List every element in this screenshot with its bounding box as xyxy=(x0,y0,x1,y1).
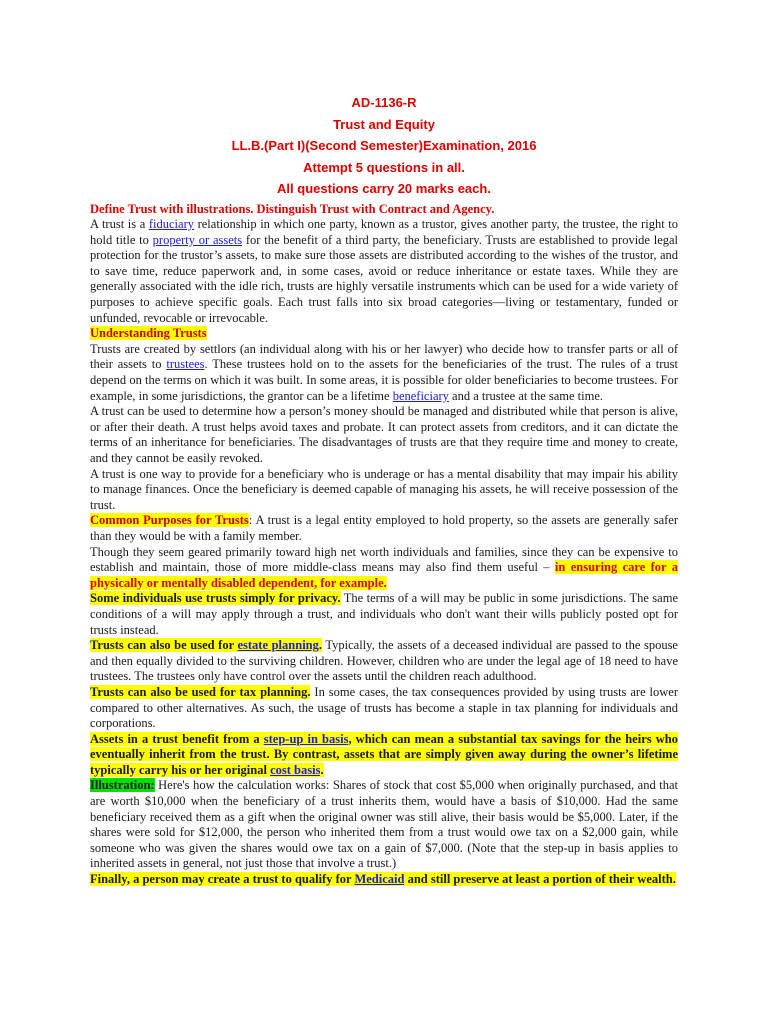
document-page xyxy=(90,92,678,888)
paragraph-definition xyxy=(90,217,678,326)
highlight-period: . xyxy=(318,638,322,653)
text: and a trustee at the same time. xyxy=(448,388,604,403)
link-estate-planning[interactable]: estate planning xyxy=(237,638,319,653)
highlight-medicaid-text: and still preserve at least a portion of their wealth. xyxy=(404,872,676,887)
heading-understanding-trusts: Understanding Trusts xyxy=(90,326,207,341)
highlight-period: . xyxy=(320,762,324,777)
text: relationship in which one party, known as a trustor, gives another party, the trustee, the right to hold title to xyxy=(90,217,678,247)
link-medicaid[interactable]: Medicaid xyxy=(354,872,405,887)
paragraph-underage: A trust is one way to provide for a beneficiary who is underage or has a mental disability that may impair his ability to manage finances. Once the beneficiary is deemed capable of managing his assets, he will receive possession of the trust. xyxy=(90,466,678,512)
text: Though they seem geared primarily toward high net worth individuals and families, since they can be expensive to establish and maintain, those of more middle-class means may also find them useful – xyxy=(90,544,678,575)
paragraph-step-up xyxy=(90,732,678,779)
text: . These trustees hold on to the assets for the beneficiaries of the trust. The rules of a trust depend on the terms on which it was built. In some areas, it is possible for older beneficiaries to become trustees. For example, in some jurisdictions, the grantor can be a lifetime xyxy=(90,357,678,403)
paragraph-estate-planning xyxy=(90,638,678,685)
paragraph-medicaid xyxy=(90,872,678,888)
marks-instruction: All questions carry 20 marks each. xyxy=(277,181,491,196)
text: In some cases, the tax consequences provided by using trusts are lower compared to other alternatives. As such, the usage of trusts has become a staple in tax planning for individuals and corporations. xyxy=(90,684,679,731)
highlight-privacy: Some individuals use trusts simply for privacy. xyxy=(90,591,341,606)
highlight-medicaid: Finally, a person may create a trust to qualify for xyxy=(90,872,355,887)
exam-title: LL.B.(Part I)(Second Semester)Examination, 2016 xyxy=(231,138,537,153)
link-beneficiary[interactable]: beneficiary xyxy=(392,388,449,403)
highlight-step-up-text: , which can mean a substantial tax savings for the heirs who eventually inherit from the trust. By contrast, assets that are simply given away during the owner’s lifetime typically carry his or her original xyxy=(90,731,678,777)
highlight-step-up: Assets in a trust benefit from a xyxy=(90,731,264,746)
link-step-up-in-basis[interactable]: step-up in basis xyxy=(263,731,349,746)
text: : A trust is a legal entity employed to hold property, so the assets are generally safer than they would be with a family member. xyxy=(90,513,679,543)
subject-title: Trust and Equity xyxy=(333,116,435,132)
paragraph-illustration xyxy=(90,778,678,872)
heading-common-purposes: Common Purposes for Trusts xyxy=(90,513,249,528)
highlight-tax-planning: Trusts can also be used for tax planning. xyxy=(90,684,311,699)
question-heading: Define Trust with illustrations. Distinguish Trust with Contract and Agency. xyxy=(90,201,495,216)
link-property-or-assets[interactable]: property or assets xyxy=(152,232,243,247)
text: Trusts are created by settlors (an individual along with his or her lawyer) who decide how to transfer parts or all of their assets to xyxy=(90,341,678,372)
exam-header xyxy=(90,92,678,200)
link-cost-basis[interactable]: cost basis xyxy=(270,762,321,777)
link-fiduciary[interactable]: fiduciary xyxy=(148,217,194,232)
paragraph-common-purposes xyxy=(90,513,678,544)
paragraph-settlors xyxy=(90,342,678,404)
paragraph-privacy xyxy=(90,591,678,638)
paragraph-tax-planning xyxy=(90,685,678,732)
paragraph-uses: A trust can be used to determine how a person’s money should be managed and distributed while that person is alive, or after their death. A trust helps avoid taxes and probate. It can protect assets from creditors, and it can dictate the terms of an inheritance for beneficiaries. The disadvantages of trusts are that they require time and money to create, and they cannot be easily revoked. xyxy=(90,404,678,465)
highlight-disabled-dependent: in ensuring care for a physically or mentally disabled dependent, for example. xyxy=(90,560,678,590)
highlight-illustration: Illustration: xyxy=(90,778,155,793)
link-trustees[interactable]: trustees xyxy=(166,357,205,372)
text: A trust is a xyxy=(90,217,149,232)
text: The terms of a will may be public in some jurisdictions. The same conditions of a will may apply through a trust, and individuals who don't want their wills publicly posted opt for trusts instead. xyxy=(90,591,678,637)
text: Here's how the calculation works: Shares of stock that cost $5,000 when originally purchased, and that are worth $10,000 when the beneficiary of a trust inherits them, would have a basis of $10,000. Had the same beneficiary received them as a gift when the original owner was still alive, their basis would be $5,000. Later, if the shares were sold for $12,000, the person who inherited them from a trust would owe tax on a $2,000 gain, while someone who was given the shares would owe tax on a gain of $7,000. (Note that the step-up in basis applies to inherited assets in general, not just those that involve a trust.) xyxy=(90,778,678,871)
attempt-instruction: Attempt 5 questions in all. xyxy=(303,159,465,175)
highlight-estate-planning: Trusts can also be used for xyxy=(90,638,238,653)
text: Typically, the assets of a deceased individual are passed to the spouse and then equally divided to the surviving children. However, children who are under the legal age of 18 need to have trustees. The trustees only have control over the assets until the children reach adulthood. xyxy=(90,638,678,684)
paragraph-middle-class xyxy=(90,545,678,592)
section-heading-understanding xyxy=(90,326,678,342)
paper-code: AD-1136-R xyxy=(351,95,417,110)
text: for the benefit of a third party, the beneficiary. Trusts are established to provide legal protection for the trustor’s assets, to make sure those assets are distributed according to the wishes of the trustor, and to save time, reduce paperwork and, in some cases, avoid or reduce inheritance or estate taxes. While they are generally associated with the idle rich, trusts are highly versatile instruments which can be used for a wide variety of purposes to achieve specific goals. Each trust falls into six broad categories—living or testamentary, funded or unfunded, revocable or irrevocable. xyxy=(90,232,679,325)
